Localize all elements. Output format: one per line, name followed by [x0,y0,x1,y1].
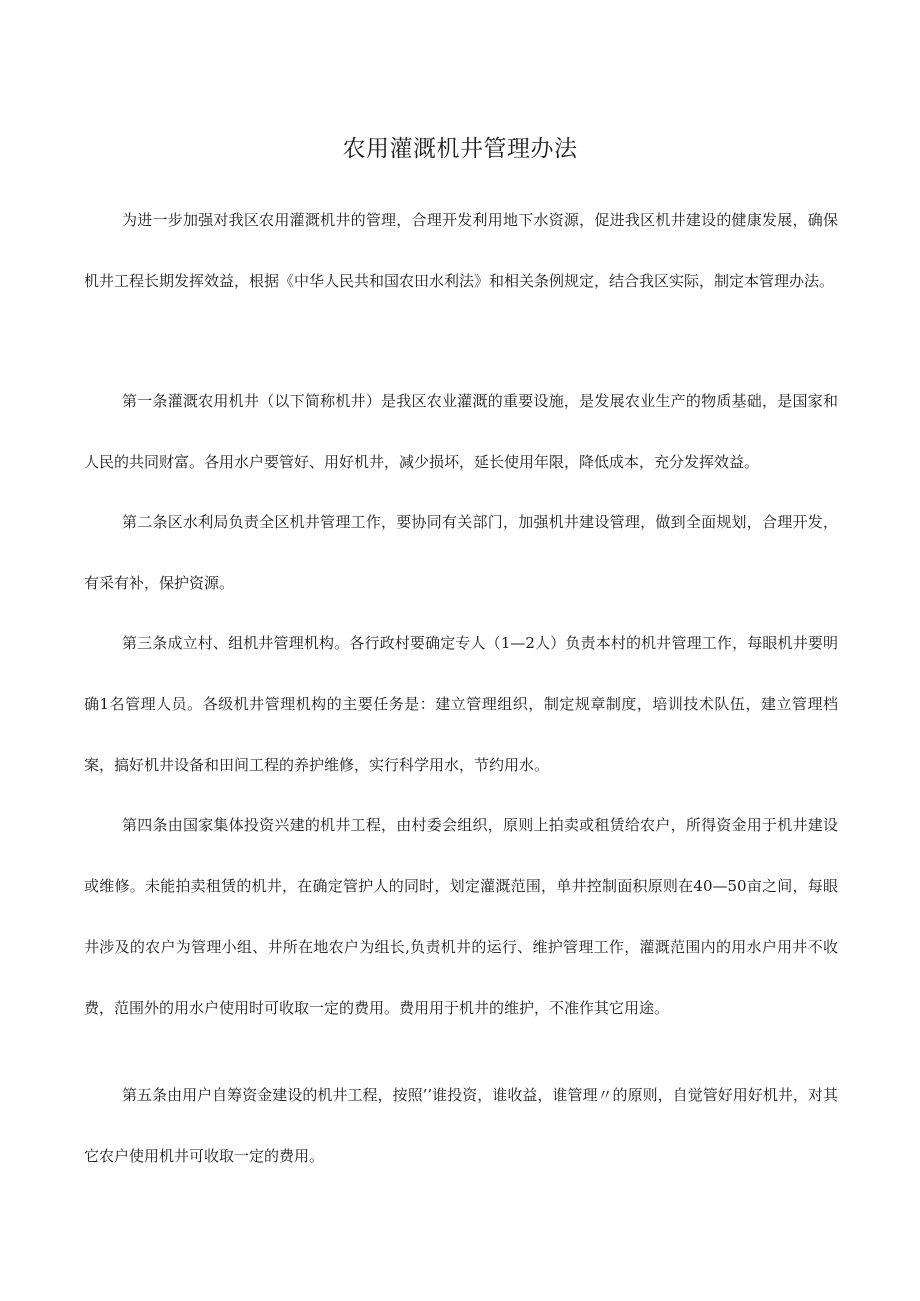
paragraph-article-2: 第二条区水利局负责全区机井管理工作，要协同有关部门，加强机井建设管理，做到全面规划，合理开发，有采有补，保护资源。 [84,513,838,592]
paragraph-article-4: 第四条由国家集体投资兴建的机井工程，由村委会组织，原则上拍卖或租赁给农户，所得资金用于机井建设或维修。未能拍卖租赁的机井，在确定管护人的同时，划定灌溉范围，单井控制面积原则在40—50亩之间，每眼井涉及的农户为管理小组、井所在地农户为组长,负责机井的运行、维护管理工作，灌溉范围内的用水户用井不收费，范围外的用水户使用时可收取一定的费用。费用用于机井的维护，不准作其它用途。 [84,816,838,1017]
document-title: 农用灌溉机井管理办法 [342,136,578,162]
paragraph-intro: 为进一步加强对我区农用灌溉机井的管理，合理开发利用地下水资源，促进我区机井建设的健康发展，确保机井工程长期发挥效益，根据《中华人民共和国农田水利法》和相关条例规定，结合我区实际，制定本管理办法。 [84,211,838,290]
paragraph-article-5: 第五条由用户自筹资金建设的机井工程，按照’’谁投资，谁收益，谁管理〃的原则，自觉管好用好机井，对其它农户使用机井可收取一定的费用。 [84,1086,838,1165]
paragraph-article-1: 第一条灌溉农用机井（以下简称机井）是我区农业灌溉的重要设施，是发展农业生产的物质基础，是国家和人民的共同财富。各用水户要管好、用好机井，减少损坏，延长使用年限，降低成本，充分发挥效益。 [84,392,838,471]
paragraph-article-3: 第三条成立村、组机井管理机构。各行政村要确定专人（1—2人）负责本村的机井管理工作，每眼机井要明确1名管理人员。各级机井管理机构的主要任务是：建立管理组织，制定规章制度，培训技术队伍，建立管理档案，搞好机井设备和田间工程的养护维修，实行科学用水，节约用水。 [84,634,838,774]
